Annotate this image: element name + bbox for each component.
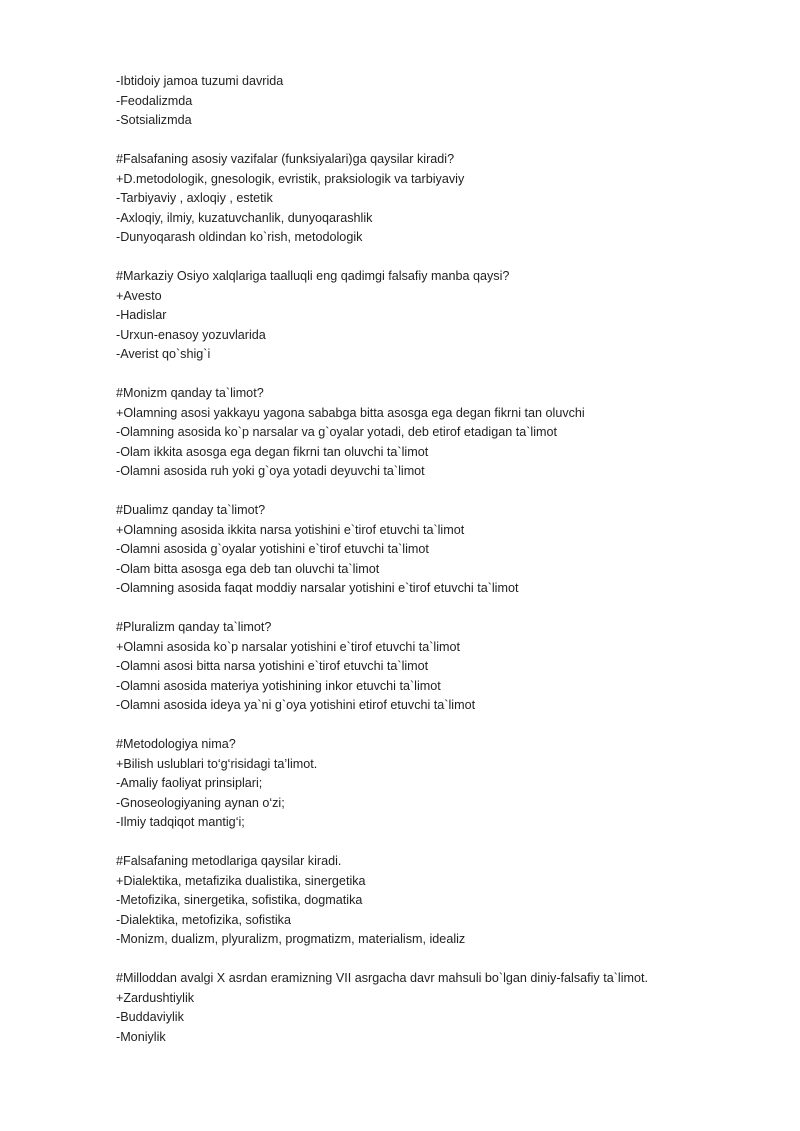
answer-option: -Olamni asosida materiya yotishining inkor etuvchi ta`limot	[116, 678, 441, 693]
blank-line	[116, 833, 776, 853]
blank-line	[116, 248, 776, 268]
answer-option: -Axloqiy, ilmiy, kuzatuvchanlik, dunyoqarashlik	[116, 210, 373, 225]
answer-option: -Olam bitta asosga ega deb tan oluvchi ta`limot	[116, 561, 380, 576]
answer-option: -Tarbiyaviy , axloqiy , estetik	[116, 191, 273, 205]
correct-answer: +Bilish uslublari to‘g‘risidagi ta’limot.	[116, 756, 318, 771]
answer-option: -Feodalizmda	[116, 93, 193, 108]
correct-answer: +Zardushtiylik	[116, 990, 195, 1005]
answer-option: -Olamning asosida ko`p narsalar va g`oyalar yotadi, deb etirof etadigan ta`limot	[116, 425, 558, 439]
question-text: #Dualimz qanday ta`limot?	[116, 503, 266, 517]
answer-option: -Olamni asosida g`oyalar yotishini e`tirof etuvchi ta`limot	[116, 542, 429, 556]
answer-option: -Gnoseologiyaning aynan o‘zi;	[116, 795, 285, 810]
question-text: #Milloddan avalgi X asrdan eramizning VII asrgacha davr mahsuli bo`lgan diniy-falsafiy ta`limot.	[116, 971, 648, 985]
answer-option: -Ibtidoiy jamoa tuzumi davrida	[116, 74, 284, 88]
answer-option: -Amaliy faoliyat prinsiplari;	[116, 776, 263, 790]
correct-answer: +Olamning asosi yakkayu yagona sababga bitta asosga ega degan fikrni tan oluvchi	[116, 405, 585, 420]
answer-option: -Urxun-enasoy yozuvlarida	[116, 327, 266, 342]
blank-line	[116, 599, 776, 619]
question-text: #Markaziy Osiyo xalqlariga taalluqli eng qadimgi falsafiy manba qaysi?	[116, 269, 510, 283]
answer-option: -Dialektika, metofizika, sofistika	[116, 912, 291, 927]
correct-answer: +Dialektika, metafizika dualistika, sinergetika	[116, 873, 366, 888]
answer-option: -Olamni asosi bitta narsa yotishini e`tirof etuvchi ta`limot	[116, 659, 429, 673]
answer-option: -Buddaviylik	[116, 1010, 184, 1024]
answer-option: -Monizm, dualizm, plyuralizm, progmatizm, materialism, idealiz	[116, 932, 466, 946]
answer-option: -Dunyoqarash oldindan ko`rish, metodologik	[116, 230, 363, 244]
answer-option: -Ilmiy tadqiqot mantig‘i;	[116, 815, 245, 829]
blank-line	[116, 716, 776, 736]
blank-line	[116, 131, 776, 151]
question-text: #Pluralizm qanday ta`limot?	[116, 620, 272, 634]
question-text: #Falsafaning asosiy vazifalar (funksiyalari)ga qaysilar kiradi?	[116, 152, 455, 166]
answer-option: -Olamni asosida ruh yoki g`oya yotadi deyuvchi ta`limot	[116, 464, 425, 478]
answer-option: -Olamni asosida ideya ya`ni g`oya yotishini etirof etuvchi ta`limot	[116, 698, 476, 712]
answer-option: -Olamning asosida faqat moddiy narsalar yotishini e`tirof etuvchi ta`limot	[116, 581, 519, 595]
answer-option: -Hadislar	[116, 308, 167, 322]
answer-option: -Metofizika, sinergetika, sofistika, dogmatika	[116, 893, 363, 907]
answer-option: -Moniylik	[116, 1029, 166, 1044]
answer-option: -Averist qo`shig`i	[116, 347, 211, 361]
correct-answer: +Avesto	[116, 288, 162, 303]
document-text	[116, 72, 776, 1047]
blank-line	[116, 950, 776, 970]
answer-option: -Sotsializmda	[116, 113, 192, 127]
answer-option: -Olam ikkita asosga ega degan fikrni tan oluvchi ta`limot	[116, 444, 429, 459]
blank-line	[116, 365, 776, 385]
correct-answer: +D.metodologik, gnesologik, evristik, praksiologik va tarbiyaviy	[116, 171, 465, 186]
correct-answer: +Olamni asosida ko`p narsalar yotishini e`tirof etuvchi ta`limot	[116, 639, 461, 654]
correct-answer: +Olamning asosida ikkita narsa yotishini e`tirof etuvchi ta`limot	[116, 522, 465, 537]
blank-line	[116, 482, 776, 502]
question-text: #Monizm qanday ta`limot?	[116, 386, 264, 400]
question-text: #Falsafaning metodlariga qaysilar kiradi.	[116, 854, 342, 868]
question-text: #Metodologiya nima?	[116, 737, 236, 751]
